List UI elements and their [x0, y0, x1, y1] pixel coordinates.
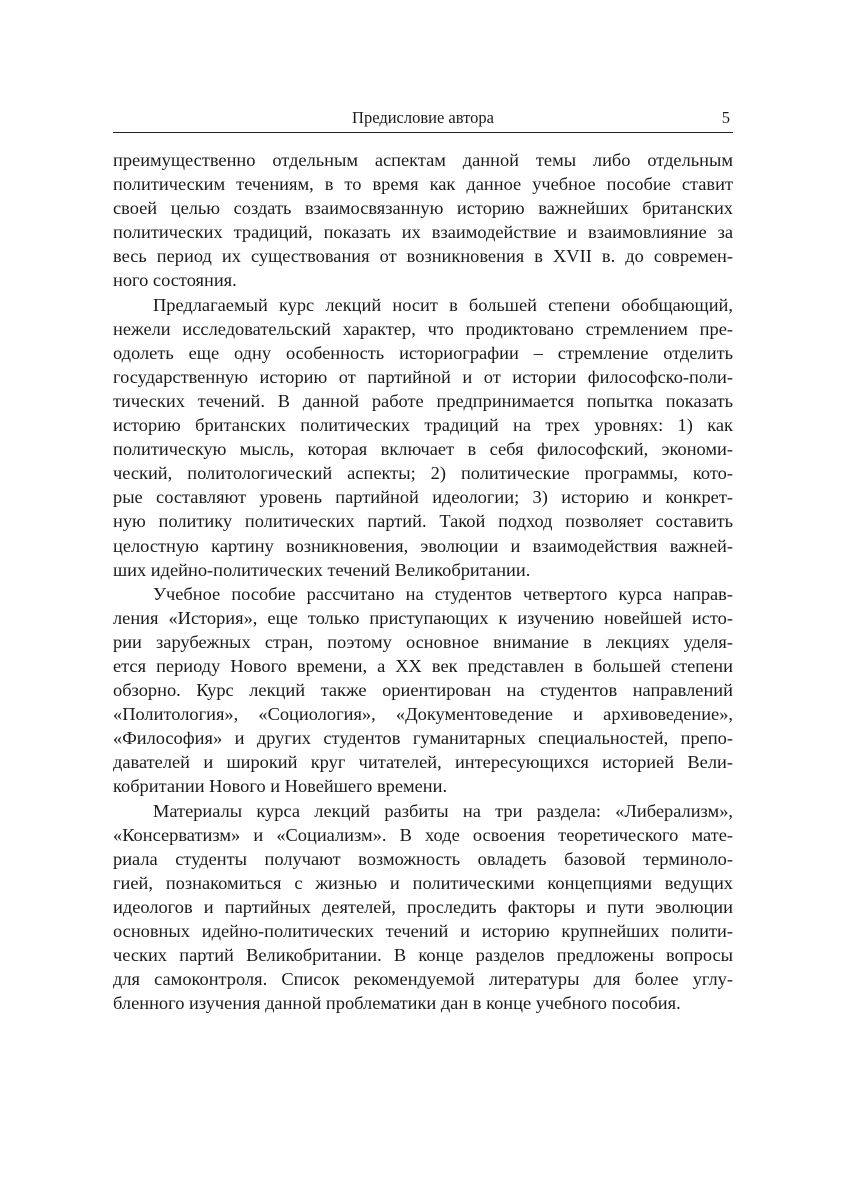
running-header: [113, 106, 733, 133]
text-line: Предлагаемый курс лекций носит в большей степени обобщающий,: [153, 294, 733, 315]
text-line: Материалы курса лекций разбиты на три раздела: «Либерализм»,: [153, 800, 733, 821]
text-line: ную политику политических партий. Такой подход позволяет составить: [113, 511, 733, 532]
text-line: «Политология», «Социология», «Документоведение и архивоведение»,: [113, 704, 733, 725]
text-line: ческих партий Великобритании. В конце разделов предложены вопросы: [113, 945, 733, 966]
text-line: ления «История», еще только приступающих к изучению новейшей исто-: [113, 607, 733, 628]
text-line: рии зарубежных стран, поэтому основное внимание в лекциях уделя-: [113, 631, 733, 652]
paragraph: [113, 582, 733, 799]
text-line: преимущественно отдельным аспектам данной темы либо отдельным: [113, 150, 733, 170]
text-line: историю британских политических традиций на трех уровнях: 1) как: [113, 415, 733, 436]
body-text: [113, 148, 733, 1015]
text-line: давателей и широкий круг читателей, интересующихся историей Вели-: [113, 752, 733, 773]
text-line: ческий, политологический аспекты; 2) политические программы, кото-: [113, 463, 733, 484]
running-title: Предисловие автора: [352, 108, 494, 127]
text-line: целостную картину возникновения, эволюции и взаимодействия важней-: [113, 535, 733, 556]
text-line: для самоконтроля. Список рекомендуемой литературы для более углу-: [113, 969, 733, 990]
paragraph: [113, 799, 733, 1016]
text-line: ших идейно-политических течений Великобритании.: [113, 559, 531, 580]
text-line: политических традиций, показать их взаимодействие и взаимовлияние за: [113, 222, 733, 243]
text-line: гией, познакомиться с жизнью и политическими концепциями ведущих: [113, 872, 733, 893]
text-line: своей целью создать взаимосвязанную историю важнейших британских: [113, 198, 733, 219]
text-line: нежели исследовательский характер, что продиктовано стремлением пре-: [113, 318, 733, 339]
text-line: государственную историю от партийной и от истории философско-поли-: [113, 366, 733, 387]
paragraph: [113, 148, 733, 293]
text-line: политическую мысль, которая включает в себя философский, экономи-: [113, 439, 733, 460]
text-line: бленного изучения данной проблематики дан в конце учебного пособия.: [113, 993, 681, 1014]
text-line: политическим течениям, в то время как данное учебное пособие ставит: [113, 174, 733, 195]
text-line: риала студенты получают возможность овладеть базовой терминоло-: [113, 848, 733, 869]
text-line: Учебное пособие рассчитано на студентов четвертого курса направ-: [153, 583, 733, 604]
text-line: ется периоду Нового времени, а XX век представлен в большей степени: [113, 655, 733, 676]
text-line: кобритании Нового и Новейшего времени.: [113, 776, 448, 797]
text-line: обзорно. Курс лекций также ориентирован на студентов направлений: [113, 680, 733, 701]
text-line: рые составляют уровень партийной идеологии; 3) историю и конкрет-: [113, 487, 733, 508]
text-line: тических течений. В данной работе предпринимается попытка показать: [113, 390, 733, 411]
text-line: «Философия» и других студентов гуманитарных специальностей, препо-: [113, 728, 733, 749]
paragraph: [113, 293, 733, 582]
text-line: основных идейно-политических течений и историю крупнейших полити-: [113, 921, 733, 941]
text-line: одолеть еще одну особенность историографии – стремление отделить: [113, 342, 733, 363]
page-number: 5: [721, 108, 730, 127]
text-line: «Консерватизм» и «Социализм». В ходе освоения теоретического мате-: [113, 824, 733, 845]
text-line: весь период их существования от возникновения в XVII в. до современ-: [113, 246, 733, 267]
text-line: ного состояния.: [113, 270, 237, 291]
text-line: идеологов и партийных деятелей, проследить факторы и пути эволюции: [113, 896, 733, 917]
